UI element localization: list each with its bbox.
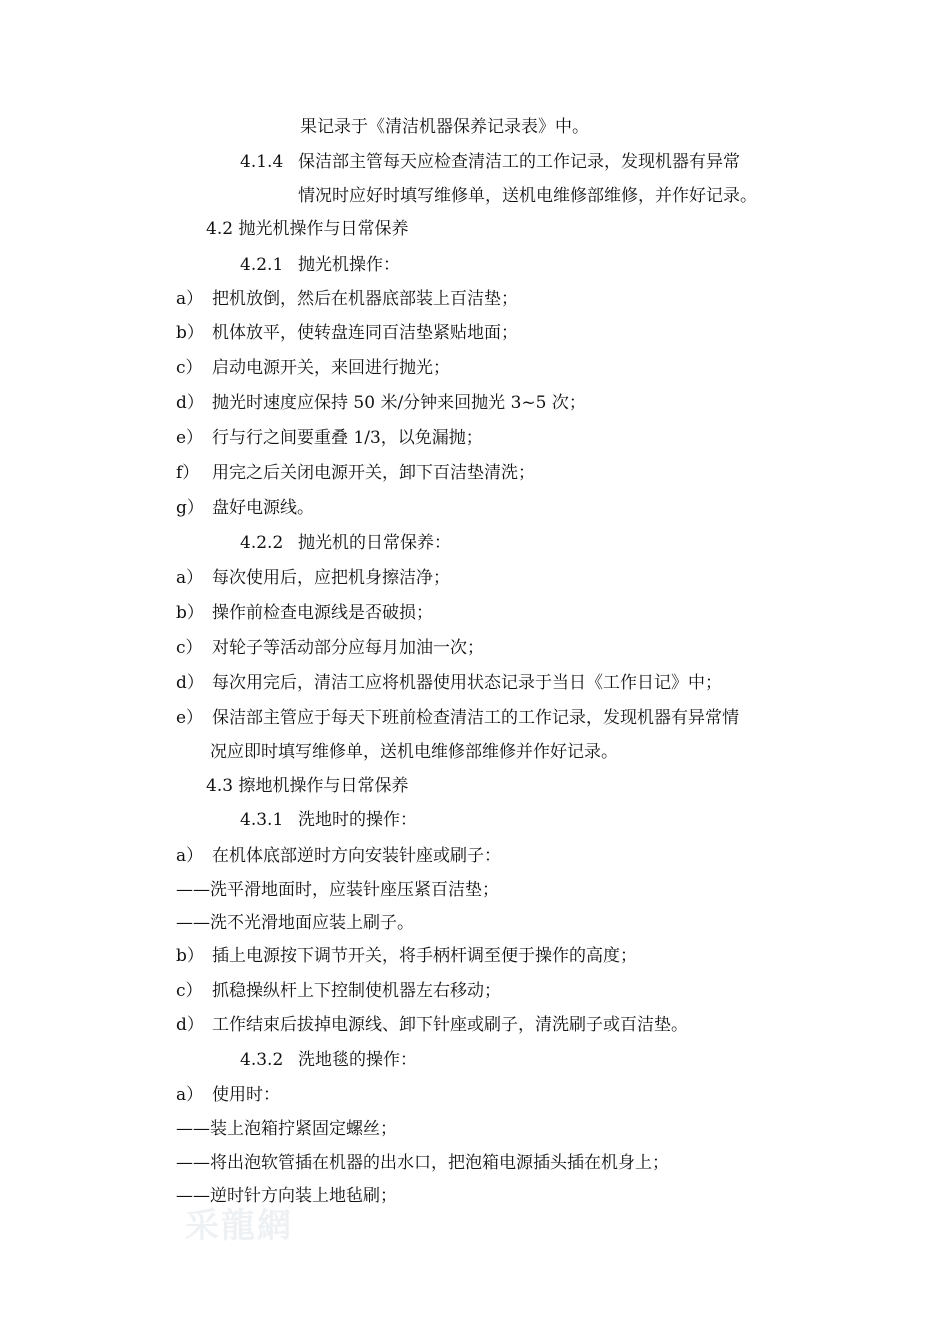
list-text: 每次用完后，清洁工应将机器使用状态记录于当日《工作日记》中； bbox=[212, 673, 722, 693]
list-text: 用完之后关闭电源开关，卸下百洁垫清洗； bbox=[212, 463, 535, 483]
list-marker: c） bbox=[176, 981, 203, 1001]
list-marker: b） bbox=[176, 946, 204, 966]
list-text: 操作前检查电源线是否破损； bbox=[212, 603, 433, 623]
section-4-2-2 bbox=[240, 532, 451, 554]
list-item bbox=[176, 567, 450, 589]
dash-item: ——洗平滑地面时，应装针座压紧百洁垫； bbox=[176, 880, 499, 900]
list-text: 使用时： bbox=[212, 1085, 280, 1105]
list-marker: a） bbox=[176, 1085, 204, 1105]
heading-4-3: 4.3 擦地机操作与日常保养 bbox=[206, 776, 409, 796]
list-marker: f） bbox=[176, 463, 200, 483]
list-text: 行与行之间要重叠 1/3，以免漏抛； bbox=[212, 428, 483, 448]
list-marker: a） bbox=[176, 568, 204, 588]
list-item bbox=[176, 357, 450, 379]
list-item bbox=[176, 392, 586, 414]
list-text: 机体放平，使转盘连同百洁垫紧贴地面； bbox=[212, 323, 518, 343]
section-text: 洗地时的操作： bbox=[298, 810, 417, 830]
list-item bbox=[176, 1084, 280, 1106]
list-text: 把机放倒，然后在机器底部装上百洁垫； bbox=[212, 289, 518, 309]
list-marker: c） bbox=[176, 638, 203, 658]
section-4-3-1 bbox=[240, 809, 417, 831]
list-item bbox=[176, 637, 484, 659]
list-item bbox=[176, 288, 518, 310]
list-item bbox=[176, 845, 501, 867]
list-marker: a） bbox=[176, 289, 204, 309]
list-marker: b） bbox=[176, 323, 204, 343]
list-text: 抓稳操纵杆上下控制使机器左右移动； bbox=[212, 981, 501, 1001]
section-number: 4.3.1 bbox=[240, 810, 284, 830]
list-item bbox=[176, 707, 739, 729]
section-4-2-1 bbox=[240, 254, 400, 276]
list-text: 启动电源开关，来回进行抛光； bbox=[212, 358, 450, 378]
list-text: 工作结束后拔掉电源线、卸下针座或刷子，清洗刷子或百洁垫。 bbox=[212, 1015, 688, 1035]
paragraph-continued: 果记录于《清洁机器保养记录表》中。 bbox=[300, 117, 589, 137]
list-item bbox=[176, 1014, 688, 1036]
list-marker: e） bbox=[176, 428, 204, 448]
list-item bbox=[176, 322, 518, 344]
list-item bbox=[176, 672, 722, 694]
list-item bbox=[176, 602, 433, 624]
list-text: 对轮子等活动部分应每月加油一次； bbox=[212, 638, 484, 658]
section-text: 抛光机操作： bbox=[298, 255, 400, 275]
section-number: 4.2.2 bbox=[240, 533, 284, 553]
section-number: 4.2.1 bbox=[240, 255, 284, 275]
list-item bbox=[176, 462, 535, 484]
section-4-1-4 bbox=[240, 151, 740, 173]
list-text: 抛光时速度应保持 50 米/分钟来回抛光 3~5 次； bbox=[212, 393, 586, 413]
section-text: 抛光机的日常保养： bbox=[298, 533, 451, 553]
list-item bbox=[176, 497, 314, 519]
section-4-3-2 bbox=[240, 1049, 417, 1071]
list-marker: g） bbox=[176, 498, 204, 518]
list-marker: e） bbox=[176, 708, 204, 728]
section-4-1-4-line2: 情况时应好时填写维修单，送机电维修部维修，并作好记录。 bbox=[298, 186, 757, 206]
list-text: 盘好电源线。 bbox=[212, 498, 314, 518]
list-item bbox=[176, 980, 501, 1002]
dash-item: ——洗不光滑地面应装上刷子。 bbox=[176, 913, 414, 933]
dash-item: ——将出泡软管插在机器的出水口，把泡箱电源插头插在机身上； bbox=[176, 1153, 669, 1173]
list-marker: d） bbox=[176, 393, 204, 413]
list-marker: c） bbox=[176, 358, 203, 378]
list-item-continued: 况应即时填写维修单，送机电维修部维修并作好记录。 bbox=[210, 742, 618, 762]
list-text: 在机体底部逆时方向安装针座或刷子： bbox=[212, 846, 501, 866]
list-marker: a） bbox=[176, 846, 204, 866]
dash-item: ——逆时针方向装上地毡刷； bbox=[176, 1186, 397, 1206]
list-item bbox=[176, 427, 483, 449]
list-marker: d） bbox=[176, 1015, 204, 1035]
heading-4-2: 4.2 抛光机操作与日常保养 bbox=[206, 219, 409, 239]
list-marker: b） bbox=[176, 603, 204, 623]
list-text: 每次使用后，应把机身擦洁净； bbox=[212, 568, 450, 588]
section-text: 保洁部主管每天应检查清洁工的工作记录，发现机器有异常 bbox=[298, 152, 740, 172]
section-text: 洗地毯的操作： bbox=[298, 1050, 417, 1070]
list-item bbox=[176, 945, 637, 967]
list-text: 插上电源按下调节开关，将手柄杆调至便于操作的高度； bbox=[212, 946, 637, 966]
section-number: 4.3.2 bbox=[240, 1050, 284, 1070]
watermark: 采龍網 bbox=[185, 1206, 293, 1246]
list-marker: d） bbox=[176, 673, 204, 693]
dash-item: ——装上泡箱拧紧固定螺丝； bbox=[176, 1119, 397, 1139]
list-text: 保洁部主管应于每天下班前检查清洁工的工作记录，发现机器有异常情 bbox=[212, 708, 739, 728]
section-number: 4.1.4 bbox=[240, 152, 284, 172]
